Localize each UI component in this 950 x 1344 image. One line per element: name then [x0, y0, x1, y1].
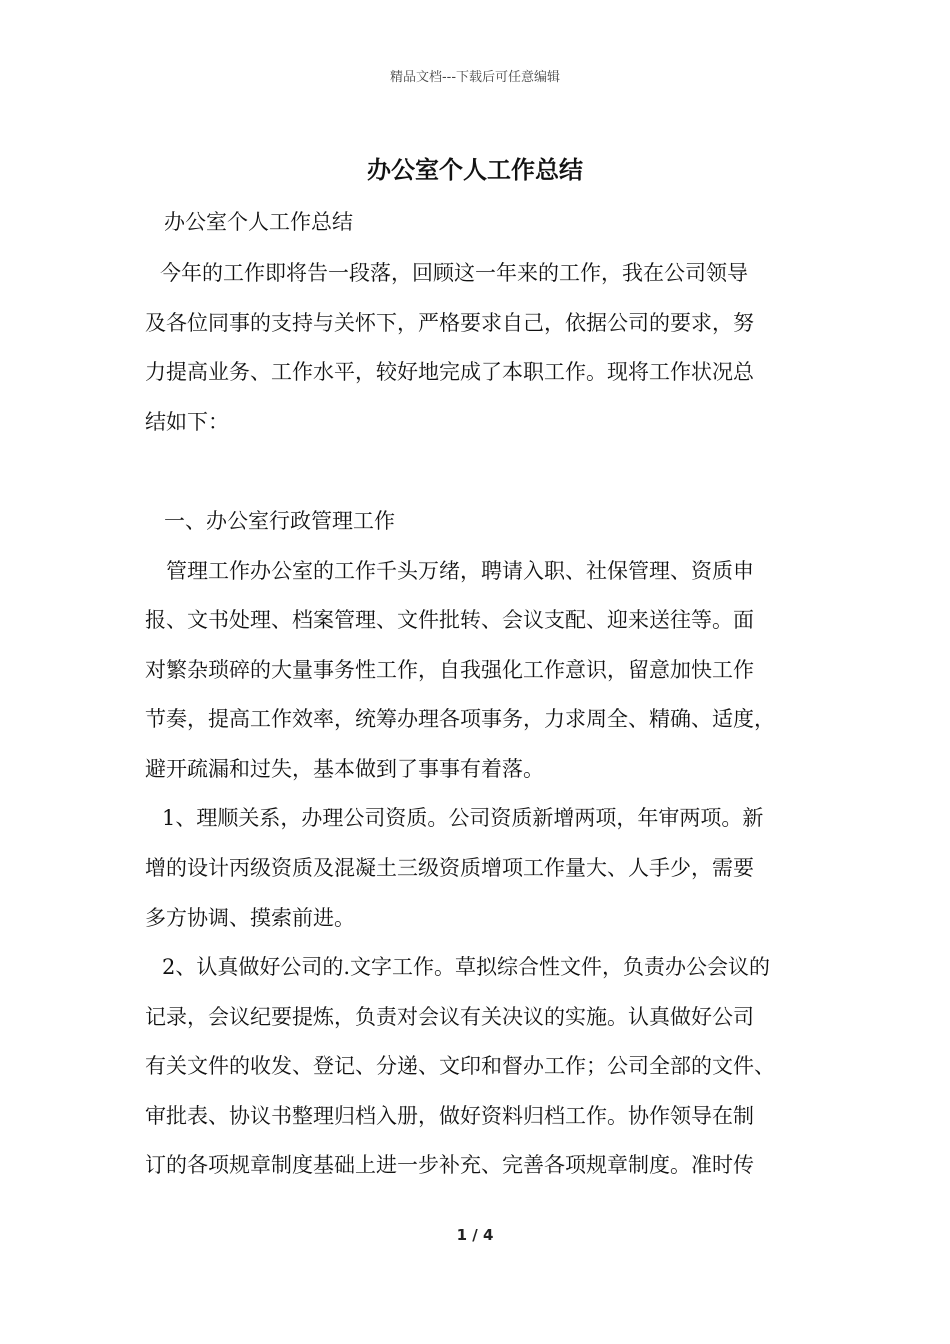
- body-line-4: 力提高业务、工作水平，较好地完成了本职工作。现将工作状况总: [145, 360, 754, 384]
- page-header: 精品文档---下载后可任意编辑: [389, 70, 561, 85]
- body-line-7: 管理工作办公室的工作千头万绪，聘请入职、社保管理、资质申: [166, 559, 754, 583]
- body-line-16: 记录，会议纪要提炼，负责对会议有关决议的实施。认真做好公司: [145, 1005, 754, 1029]
- body-line-9: 对繁杂琐碎的大量事务性工作，自我强化工作意识，留意加快工作: [145, 658, 754, 682]
- body-line-2: 今年的工作即将告一段落，回顾这一年来的工作，我在公司领导: [160, 261, 748, 285]
- body-line-5: 结如下：: [145, 410, 229, 434]
- page-number: 1 / 4: [456, 1226, 494, 1244]
- body-line-1: 办公室个人工作总结: [164, 210, 353, 234]
- document-title: 办公室个人工作总结: [367, 155, 583, 184]
- body-line-10: 节奏，提高工作效率，统筹办理各项事务，力求周全、精确、适度，: [145, 707, 775, 731]
- body-line-18: 审批表、协议书整理归档入册，做好资料归档工作。协作领导在制: [145, 1104, 754, 1128]
- body-line-19: 订的各项规章制度基础上进一步补充、完善各项规章制度。准时传: [145, 1153, 754, 1177]
- body-line-3: 及各位同事的支持与关怀下，严格要求自己，依据公司的要求，努: [145, 311, 754, 335]
- body-line-12: 1、理顺关系，办理公司资质。公司资质新增两项，年审两项。新: [162, 806, 764, 830]
- section-heading: 一、办公室行政管理工作: [164, 509, 395, 533]
- body-line-17: 有关文件的收发、登记、分递、文印和督办工作；公司全部的文件、: [145, 1054, 775, 1078]
- body-line-8: 报、文书处理、档案管理、文件批转、会议支配、迎来送往等。面: [145, 608, 754, 632]
- body-line-11: 避开疏漏和过失，基本做到了事事有着落。: [145, 757, 544, 781]
- body-line-15: 2、认真做好公司的.文字工作。草拟综合性文件，负责办公会议的: [162, 955, 771, 979]
- body-line-13: 增的设计丙级资质及混凝土三级资质增项工作量大、人手少，需要: [145, 856, 754, 880]
- body-line-14: 多方协调、摸索前进。: [145, 906, 355, 930]
